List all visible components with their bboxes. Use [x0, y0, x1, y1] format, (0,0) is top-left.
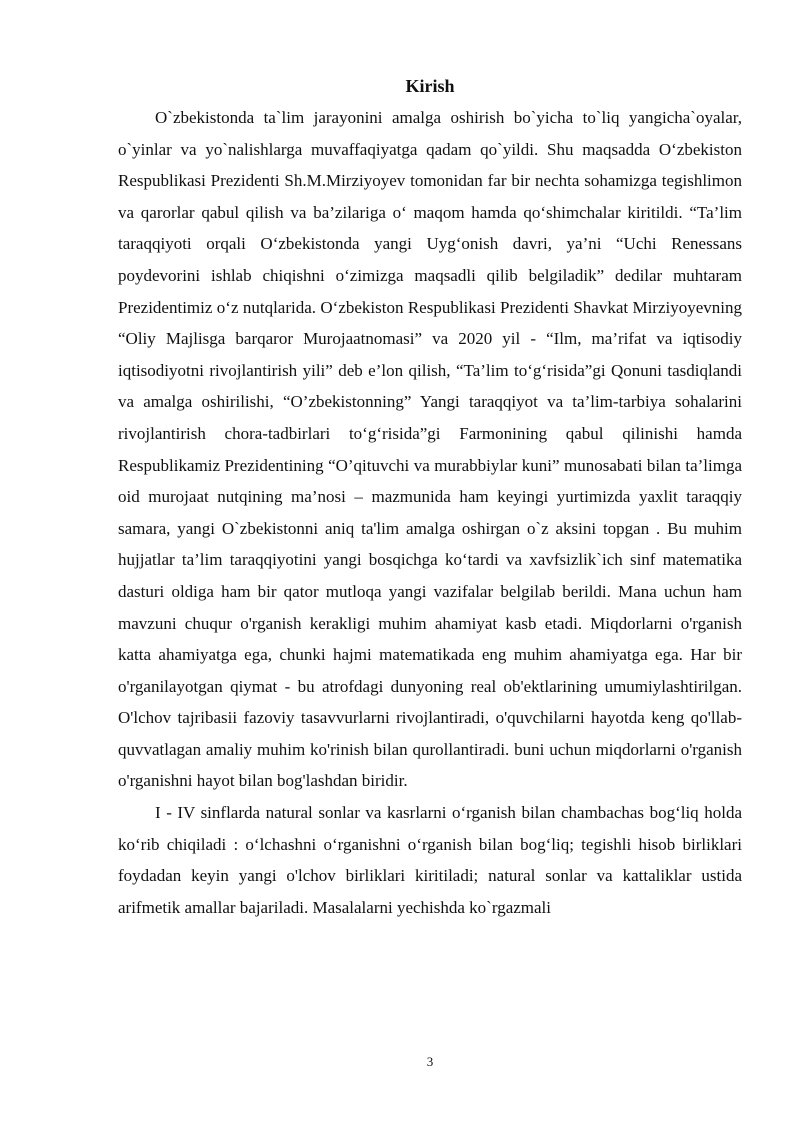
page-number: 3	[426, 1054, 434, 1069]
paragraph-2: I - IV sinflarda natural sonlar va kasrlarni o‘rganish bilan chambachas bog‘liq holda ko‘rib chiqiladi : o‘lchashni o‘rganishni o‘rganish bilan bog‘liq; tegishli hisob birliklari foydadan keyin yangi o'lchov birliklari kiritiladi; natural sonlar va kattaliklar ustida arifmetik amallar bajariladi. Masalalarni yechishda ko`rgazmali	[118, 803, 742, 917]
document-page	[118, 74, 742, 923]
paragraph-1: O`zbekistonda ta`lim jarayonini amalga oshirish bo`yicha to`liq yangicha`oyalar, o`yinlar va yo`nalishlarga muvaffaqiyatga qadam qo`yildi. Shu maqsadda O‘zbekiston Respublikasi Prezidenti Sh.M.Mirziyoyev tomonidan far bir nechta sohamizga tegishlimon va qarorlar qabul qilish va ba’zilariga o‘ maqom hamda qo‘shimchalar kiritildi. “Ta’lim taraqqiyoti orqali O‘zbekistonda yangi Uyg‘onish davri, ya’ni “Uchi Renessans poydevorini ishlab chiqishni o‘zimizga maqsadli qilib belgiladik” dedilar muhtaram Prezidentimiz o‘z nutqlarida. O‘zbekiston Respublikasi Prezidenti Shavkat Mirziyoyevning “Oliy Majlisga barqaror Murojaatnomasi” va 2020 yil - “Ilm, ma’rifat va iqtisodiy iqtisodiyotni rivojlantirish yili” deb e’lon qilish, “Ta’lim to‘g‘risida”gi Qonuni tasdiqlandi va amalga oshirilishi, “O’zbekistonning” Yangi taraqqiyot va ta’lim-tarbiya sohalarini rivojlantirish chora-tadbirlari to‘g‘risida”gi Farmonining qabul qilinishi hamda Respublikamiz Prezidentining “O’qituvchi va murabbiylar kuni” munosabati bilan ta’limga oid murojaat nutqining ma’nosi – mazmunida ham keyingi yurtimizda yaxlit taraqqiy samara, yangi O`zbekistonni aniq ta'lim amalga oshirgan o`z aksini topgan . Bu muhim hujjatlar ta’lim taraqqiyotini yangi bosqichga ko‘tardi va xavfsizlik`ich sinf matematika dasturi oldiga ham bir qator mutloqa yangi vazifalar belgilab berildi. Mana uchun ham mavzuni chuqur o'rganish kerakligi muhim ahamiyat kasb etadi. Miqdorlarni o'rganish katta ahamiyatga ega, chunki hajmi matematikada eng muhim ahamiyatga ega. Har bir o'rganilayotgan qiymat - bu atrofdagi dunyoning real ob'ektlarining umumiylashtirilgan. O'lchov tajribasii fazoviy tasavvurlarni rivojlantiradi, o'quvchilarni hayotda keng qo'llab-quvvatlagan amaliy muhim ko'rinish bilan qurollantiradi. buni uchun miqdorlarni o'rganish o'rganishni hayot bilan bog'lashdan biridir.	[118, 108, 742, 791]
section-title: Kirish	[405, 76, 455, 96]
